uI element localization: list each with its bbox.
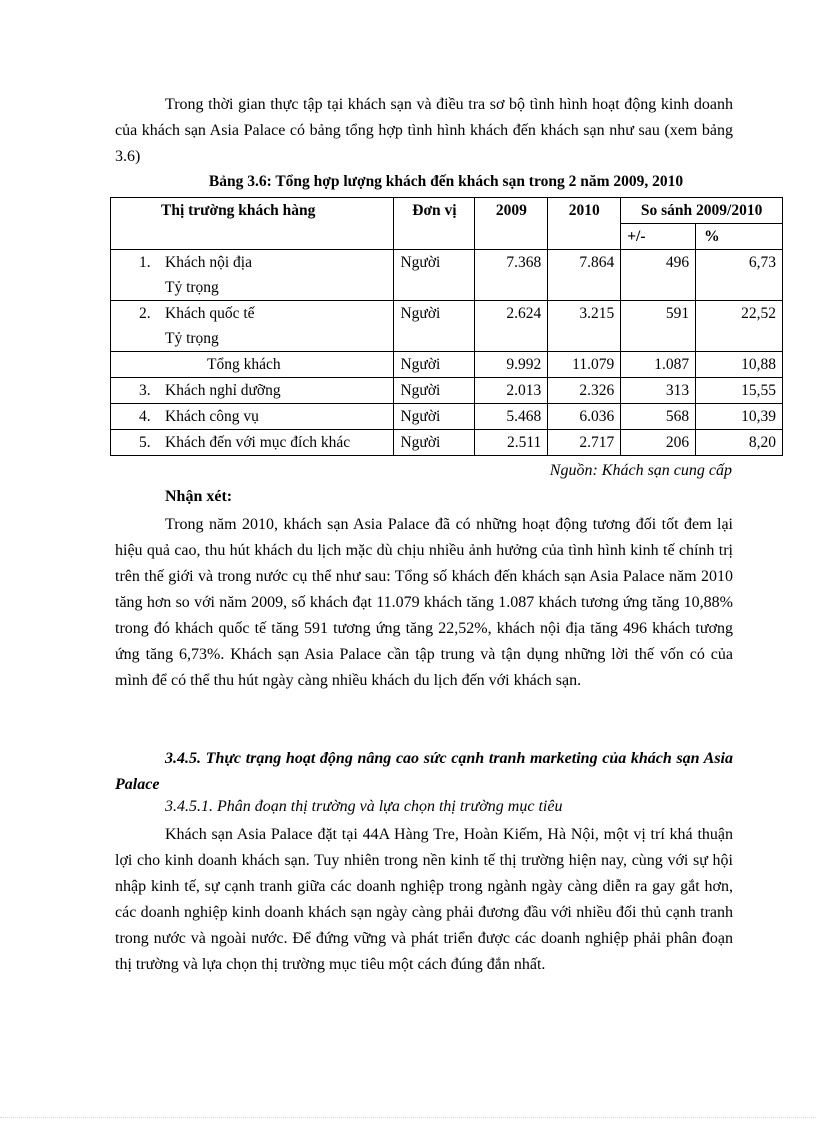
final-text: Khách sạn Asia Palace đặt tại 44A Hàng Tre, Hoàn Kiếm, Hà Nội, một vị trí khá thuận lợi cho kinh doanh khách sạn. Tuy nhiên trong nền kinh tế thị trường hiện nay, cùng với sự hội nhập kinh tế, sự cạnh tranh giữa các doanh nghiệp trong ngành ngày càng diễn ra gay gắt hơn, các doanh nghiệp kinh doanh khách sạn ngày càng phải đương đầu với nhiều đối thủ cạnh tranh trong nước và ngoài nước. Để đứng vững và phát triển được các doanh nghiệp phải phân đoạn thị trường và lựa chọn thị trường mục tiêu một cách đúng đắn nhất. [115, 826, 733, 973]
row-sublabel: Tỷ trọng [165, 279, 219, 296]
row-name [111, 301, 394, 352]
row-name [111, 430, 394, 456]
row-2009: 2.013 [475, 378, 548, 404]
row-2009: 5.468 [475, 404, 548, 430]
row-2010: 7.864 [548, 250, 621, 301]
table-header-row [111, 198, 783, 224]
header-market: Thị trường khách hàng [111, 198, 394, 250]
table-source: Nguồn: Khách sạn cung cấp [549, 462, 732, 479]
row-2010: 3.215 [548, 301, 621, 352]
row-label: Khách quốc tế [165, 305, 255, 322]
row-unit: Người [394, 430, 475, 456]
row-2010: 6.036 [548, 404, 621, 430]
row-sublabel: Tỷ trọng [165, 330, 219, 347]
row-2009: 2.624 [475, 301, 548, 352]
header-diff: +/- [621, 224, 696, 250]
table-row [111, 250, 783, 301]
section-heading [115, 746, 733, 798]
row-unit: Người [394, 301, 475, 352]
row-diff: 496 [621, 250, 696, 301]
row-2009: 7.368 [475, 250, 548, 301]
row-index: 3. [139, 382, 151, 399]
final-paragraph [115, 822, 733, 978]
row-2010: 11.079 [548, 352, 621, 378]
row-label: Khách đến với mục đích khác [165, 434, 351, 451]
row-label: Tổng khách [111, 352, 394, 378]
row-pct: 6,73 [696, 250, 783, 301]
row-2009: 2.511 [475, 430, 548, 456]
remarks-paragraph [115, 512, 733, 694]
row-index: 5. [139, 434, 151, 451]
intro-paragraph [115, 92, 733, 170]
row-diff: 313 [621, 378, 696, 404]
guest-table [110, 197, 783, 456]
row-label: Khách công vụ [165, 408, 259, 425]
remarks-heading: Nhận xét: [165, 488, 233, 505]
row-pct: 22,52 [696, 301, 783, 352]
row-diff: 591 [621, 301, 696, 352]
table-row [111, 301, 783, 352]
header-2010: 2010 [548, 198, 621, 250]
row-diff: 206 [621, 430, 696, 456]
row-unit: Người [394, 404, 475, 430]
page-bottom-border [0, 1117, 816, 1118]
row-unit: Người [394, 250, 475, 301]
table-row-total [111, 352, 783, 378]
section-heading-text: 3.4.5. Thực trạng hoạt động nâng cao sức cạnh tranh marketing của khách sạn Asia Palace [115, 750, 733, 793]
remarks-text: Trong năm 2010, khách sạn Asia Palace đã có những hoạt động tương đối tốt đem lại hiệu quả cao, thu hút khách du lịch mặc dù chịu nhiều ảnh hưởng của tình hình kinh tế chính trị trên thế giới và trong nước cụ thể như sau: Tổng số khách đến khách sạn Asia Palace năm 2010 tăng hơn so với năm 2009, số khách đạt 11.079 khách tăng 1.087 khách tương ứng tăng 10,88% trong đó khách quốc tế tăng 591 tương ứng tăng 22,52%, khách nội địa tăng 496 khách tương ứng tăng 6,73%. Khách sạn Asia Palace cần tập trung và tận dụng những lời thế vốn có của mình để có thể thu hút ngày càng nhiều khách du lịch đến với khách sạn. [115, 516, 733, 689]
table-row [111, 430, 783, 456]
row-index: 4. [139, 408, 151, 425]
row-label: Khách nghỉ dưỡng [165, 382, 281, 399]
subsection-heading: 3.4.5.1. Phân đoạn thị trường và lựa chọn thị trường mục tiêu [165, 798, 563, 815]
row-name [111, 378, 394, 404]
row-diff: 568 [621, 404, 696, 430]
row-diff: 1.087 [621, 352, 696, 378]
row-label: Khách nội địa [165, 254, 252, 271]
row-pct: 10,39 [696, 404, 783, 430]
header-unit: Đơn vị [394, 198, 475, 250]
header-pct: % [696, 224, 783, 250]
row-index: 2. [139, 305, 151, 322]
intro-text: Trong thời gian thực tập tại khách sạn và điều tra sơ bộ tình hình hoạt động kinh doanh của khách sạn Asia Palace có bảng tổng hợp tình hình khách đến khách sạn như sau (xem bảng 3.6) [115, 96, 733, 165]
header-compare: So sánh 2009/2010 [621, 198, 783, 224]
table-caption: Bảng 3.6: Tổng hợp lượng khách đến khách sạn trong 2 năm 2009, 2010 [208, 173, 684, 190]
row-index: 1. [139, 254, 151, 271]
table-row [111, 404, 783, 430]
table-row [111, 378, 783, 404]
header-2009: 2009 [475, 198, 548, 250]
row-pct: 15,55 [696, 378, 783, 404]
row-unit: Người [394, 352, 475, 378]
row-unit: Người [394, 378, 475, 404]
row-2010: 2.717 [548, 430, 621, 456]
row-pct: 8,20 [696, 430, 783, 456]
row-name [111, 250, 394, 301]
row-name [111, 404, 394, 430]
row-pct: 10,88 [696, 352, 783, 378]
row-2010: 2.326 [548, 378, 621, 404]
row-2009: 9.992 [475, 352, 548, 378]
